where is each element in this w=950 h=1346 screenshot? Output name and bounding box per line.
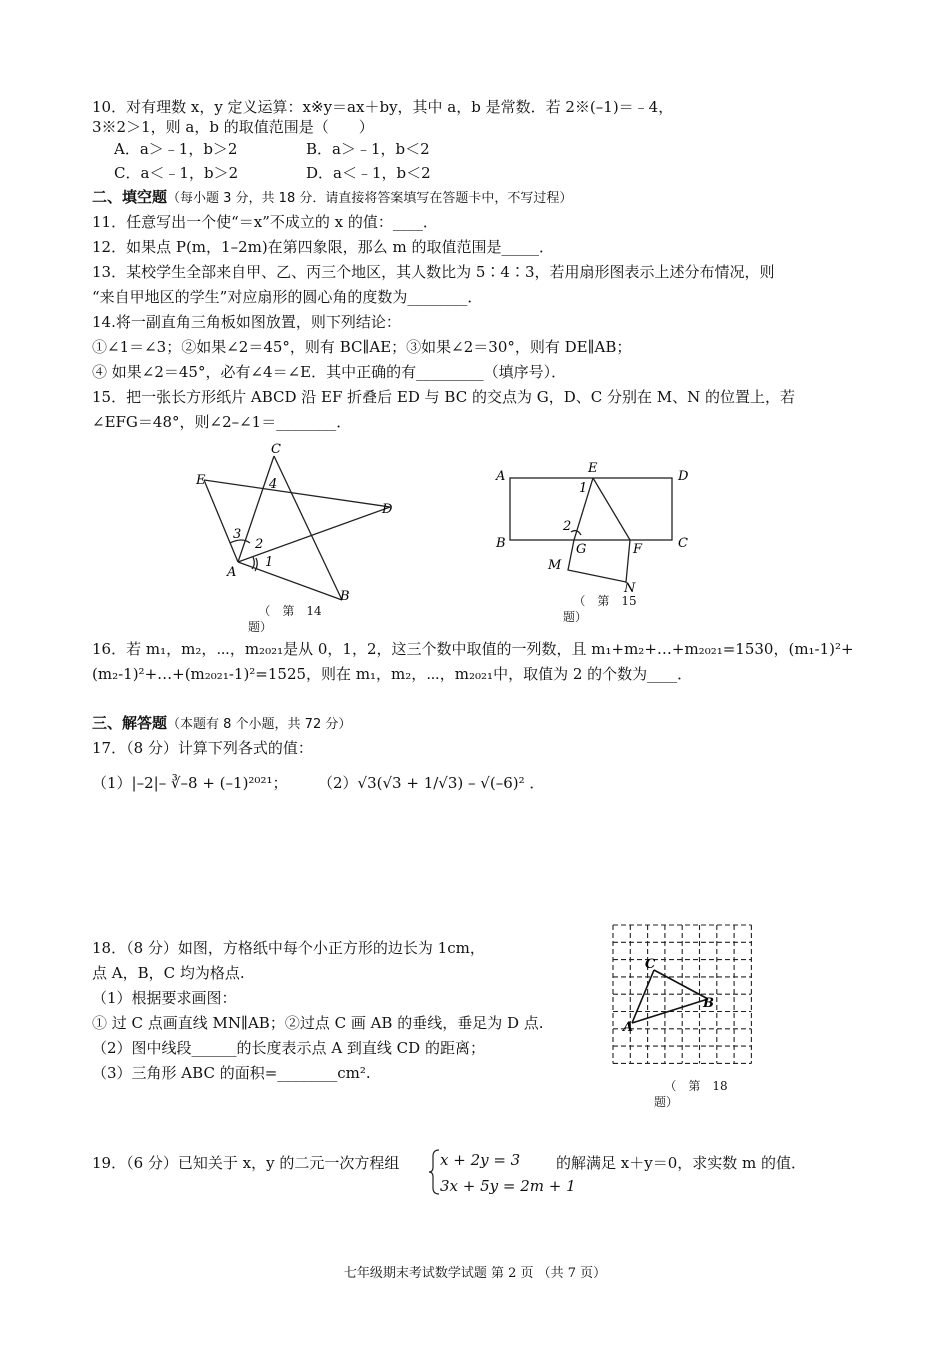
fig15-caption-line2: 题）: [563, 610, 588, 624]
q19-equation2: 3x + 5y = 2m + 1: [440, 1177, 576, 1195]
fig15-label-N: N: [624, 581, 636, 593]
fig15-label-2: 2: [563, 519, 572, 534]
fig15-label-D: D: [678, 469, 689, 484]
fig14-label-4: 4: [269, 477, 278, 492]
line-EF: [593, 478, 630, 540]
q18-line5: （2）图中线段______的长度表示点 A 到直线 CD 的距离；: [92, 1039, 485, 1057]
fig15-label-F: F: [633, 542, 643, 557]
q13-line1: 13．某校学生全部来自甲、乙、丙三个地区，其人数比为 5∶4∶3，若用扇形图表示上述分布情况，则: [92, 263, 775, 281]
fig18-caption-line1: （ 第 18: [664, 1079, 728, 1093]
fig18-label-B: B: [703, 996, 714, 1011]
fig15-label-B: B: [496, 536, 506, 551]
q10-option-b: B．a＞﹣1，b＜2: [306, 140, 430, 158]
segment-CA: [632, 970, 654, 1023]
q19-equation1: x + 2y = 3: [440, 1151, 521, 1169]
q17-part1: （1）|–2|– ∛–8 + (–1)²⁰²¹；: [92, 774, 288, 792]
figure-15: [490, 458, 700, 593]
fig15-label-G: G: [576, 542, 587, 557]
q14-line3: ④ 如果∠2＝45°，必有∠4＝∠E．其中正确的有_________（填序号）．: [92, 363, 567, 381]
line-AD: [238, 507, 390, 562]
line-EA: [204, 480, 238, 562]
q18-line2: 点 A，B，C 均为格点.: [92, 964, 245, 982]
figure-18-grid: [612, 923, 754, 1069]
fig14-caption-line2: 题）: [248, 620, 273, 634]
q16-line2: (m₂-1)²+…+(m₂₀₂₁-1)²=1525，则在 m₁，m₂，⋯，m₂₀₂₁中，取值为 2 的个数为____．: [92, 665, 693, 683]
fig14-label-1: 1: [265, 555, 274, 570]
section2-title: 二、填空题: [92, 188, 168, 206]
figure-14: [190, 440, 410, 610]
fig14-label-E: E: [196, 473, 206, 488]
q10-option-d: D．a＜﹣1，b＜2: [306, 164, 431, 182]
fig15-label-A: A: [496, 469, 506, 484]
q10-option-a: A．a＞﹣1，b＞2: [114, 140, 238, 158]
fig18-label-A: A: [623, 1020, 634, 1035]
q10-option-c: C．a＜﹣1，b＞2: [114, 164, 239, 182]
q19-tail: 的解满足 x＋y＝0，求实数 m 的值．: [556, 1154, 807, 1172]
fig18-caption: [646, 1078, 746, 1110]
q18-line4: ① 过 C 点画直线 MN∥AB；②过点 C 画 AB 的垂线，垂足为 D 点.: [92, 1014, 544, 1032]
q18-line6: （3）三角形 ABC 的面积=________cm².: [92, 1064, 371, 1082]
section3-note: （本题有 8 个小题，共 72 分）: [167, 717, 352, 732]
q17-part2: （2）√3(√3 + 1/√3) – √(–6)² ．: [318, 774, 545, 792]
fig15-caption-line1: （ 第 15: [573, 594, 637, 608]
fig14-caption: [240, 603, 340, 635]
fig14-label-2: 2: [255, 537, 264, 552]
q14-line1: 14.将一副直角三角板如图放置，则下列结论：: [92, 313, 401, 331]
fig15-caption: [555, 593, 655, 625]
section3-title: 三、解答题: [92, 714, 168, 732]
rect-ABCD: [510, 478, 672, 540]
fig15-label-1: 1: [579, 481, 588, 496]
q10-line1: 10．对有理数 x，y 定义运算：x※y＝ax＋by，其中 a，b 是常数．若 2※(–1)＝﹣4，: [92, 98, 674, 116]
q18-line1: 18．（8 分）如图，方格纸中每个小正方形的边长为 1cm，: [92, 939, 485, 957]
fig14-label-D: D: [382, 502, 393, 517]
q17-title: 17．（8 分）计算下列各式的值：: [92, 739, 313, 757]
section2-header: [92, 187, 572, 209]
q19-lead: 19．（6 分）已知关于 x，y 的二元一次方程组: [92, 1154, 400, 1172]
q13-line2: “来自甲地区的学生”对应扇形的圆心角的度数为________．: [92, 288, 483, 306]
fig14-label-A: A: [227, 565, 237, 580]
fig18-caption-line2: 题）: [654, 1095, 679, 1109]
fig15-label-M: M: [548, 558, 562, 573]
section2-note: （每小题 3 分，共 18 分．请直接将答案填写在答题卡中，不写过程）: [167, 191, 573, 206]
fig14-label-3: 3: [233, 527, 242, 542]
q15-line1: 15．把一张长方形纸片 ABCD 沿 EF 折叠后 ED 与 BC 的交点为 G，D、C 分别在 M、N 的位置上，若: [92, 388, 796, 406]
section3-header: [92, 713, 351, 735]
q12: 12．如果点 P(m，1–2m)在第四象限，那么 m 的取值范围是_____．: [92, 238, 554, 256]
fig14-caption-line1: （ 第 14: [258, 604, 322, 618]
line-ED: [204, 480, 390, 507]
q10-line2: 3※2＞1，则 a，b 的取值范围是（ ）: [92, 118, 374, 136]
q16-line1: 16．若 m₁，m₂，⋯，m₂₀₂₁是从 0，1，2，这三个数中取值的一列数，且 m₁+m₂+…+m₂₀₂₁=1530，(m₁-1)²+: [92, 640, 854, 658]
fig15-label-E: E: [588, 461, 598, 476]
q14-line2: ①∠1＝∠3；②如果∠2＝45°，则有 BC∥AE；③如果∠2＝30°，则有 DE∥AB；: [92, 338, 632, 356]
fig15-label-C: C: [678, 536, 688, 551]
fig14-label-C: C: [271, 442, 281, 457]
fig18-label-C: C: [645, 957, 656, 972]
q11: 11．任意写出一个使“＝x”不成立的 x 的值：____．: [92, 213, 438, 231]
page-footer: 七年级期末考试数学试题 第 2 页 （共 7 页）: [343, 1266, 607, 1281]
q18-line3: （1）根据要求画图：: [92, 989, 237, 1007]
q15-line2: ∠EFG＝48°，则∠2–∠1＝________．: [92, 413, 352, 431]
fig14-label-B: B: [340, 589, 350, 604]
